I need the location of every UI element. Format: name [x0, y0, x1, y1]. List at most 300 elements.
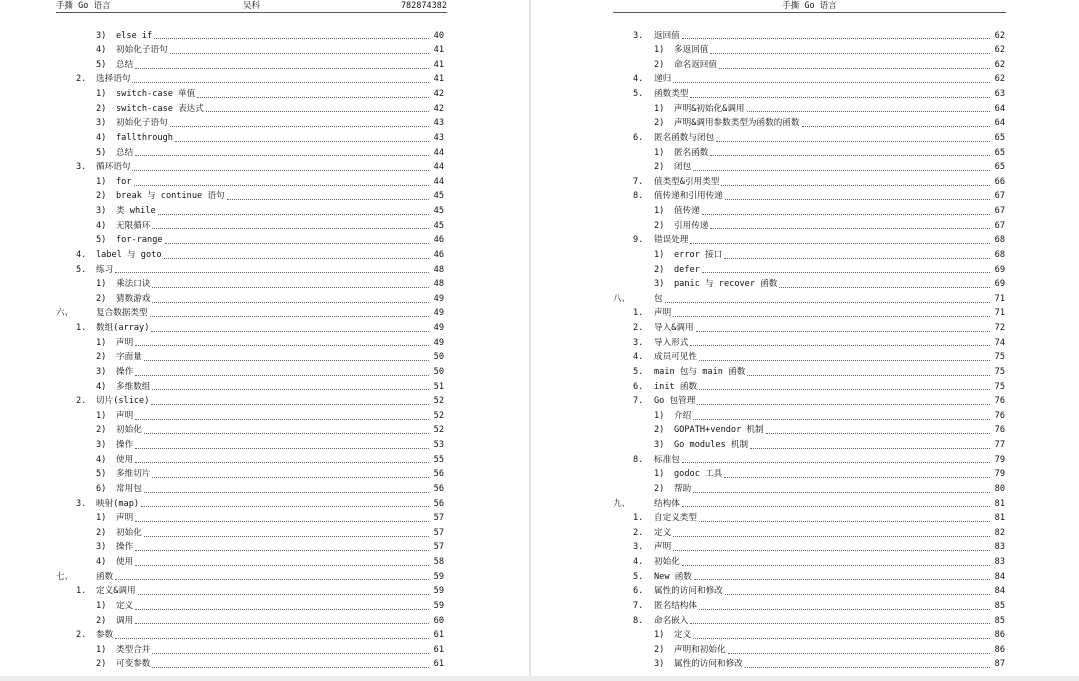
toc-entry[interactable] [0, 175, 444, 190]
toc-entry-number: 4. [633, 74, 644, 85]
toc-entry-title: for-range [116, 235, 163, 246]
toc-entry-page-number: 49 [433, 337, 444, 348]
toc-entry[interactable] [0, 540, 444, 555]
toc-entry-title: 选择语句 [96, 74, 131, 85]
toc-entry[interactable] [0, 350, 444, 365]
toc-entry[interactable] [0, 570, 444, 585]
toc-entry-title: 定义 [116, 600, 134, 611]
dot-leader [152, 477, 429, 478]
toc-entry[interactable] [531, 277, 1005, 292]
toc-entry-number: 3) [96, 542, 107, 553]
left-page [0, 0, 529, 681]
toc-entry-line [96, 263, 444, 278]
toc-entry-line [116, 467, 444, 482]
dot-leader [132, 82, 429, 83]
toc-entry-title: 复合数据类型 [96, 308, 148, 319]
dot-leader [144, 492, 429, 493]
toc-entry-number: 5. [633, 366, 644, 377]
toc-entry-number: 3) [654, 659, 665, 670]
toc-entry-page-number: 62 [994, 59, 1005, 70]
toc-entry-number: 2) [96, 615, 107, 626]
toc-entry[interactable] [0, 628, 444, 643]
toc-entry[interactable] [0, 58, 444, 73]
toc-entry-title: GOPATH+vendor 机制 [674, 425, 764, 436]
toc-entry-title: 声明&调用参数类型为函数的函数 [674, 118, 800, 129]
toc-entry-title: 声明&初始化&调用 [674, 103, 745, 114]
toc-entry[interactable] [0, 102, 444, 117]
toc-entry[interactable] [0, 423, 444, 438]
dot-leader [725, 199, 990, 200]
toc-entry[interactable] [0, 599, 444, 614]
toc-entry-title: 属性的访问和修改 [654, 586, 723, 597]
toc-entry-line [654, 526, 1005, 541]
toc-entry-number: 4) [96, 220, 107, 231]
toc-entry-page-number: 76 [994, 425, 1005, 436]
toc-entry-number: 1. [633, 513, 644, 524]
header-book-title: 手撕 Go 语言 [782, 1, 837, 11]
toc-entry-number: 1) [654, 249, 665, 260]
toc-entry-title: fallthrough [116, 132, 173, 143]
toc-entry-page-number: 84 [994, 571, 1005, 582]
toc-entry[interactable] [0, 409, 444, 424]
toc-entry-number: 3. [633, 30, 644, 41]
toc-entry-line [116, 350, 444, 365]
dot-leader [721, 185, 990, 186]
toc-entry[interactable] [0, 380, 444, 395]
toc-entry-line [674, 263, 1005, 278]
toc-entry-line [96, 570, 444, 585]
toc-entry-line [674, 628, 1005, 643]
toc-entry-line [674, 160, 1005, 175]
toc-entry-title: 帮助 [674, 483, 692, 494]
toc-entry-page-number: 52 [433, 425, 444, 436]
toc-entry-title: 数组(array) [96, 323, 150, 333]
toc-entry-line [116, 438, 444, 453]
toc-entry-line [654, 233, 1005, 248]
toc-entry-line [654, 189, 1005, 204]
toc-entry-title: 总结 [116, 147, 134, 158]
toc-entry[interactable] [531, 102, 1005, 117]
toc-entry-number: 4) [96, 381, 107, 392]
toc-entry[interactable] [531, 292, 1005, 307]
dot-leader [144, 360, 429, 361]
toc-entry-number: 3. [76, 498, 87, 509]
toc-entry-page-number: 59 [433, 571, 444, 582]
toc-entry-page-number: 84 [994, 586, 1005, 597]
toc-entry-number: 4) [96, 557, 107, 567]
toc-entry-line [654, 87, 1005, 102]
toc-entry-page-number: 68 [994, 235, 1005, 246]
toc-entry[interactable] [0, 131, 444, 146]
toc-entry-line [674, 657, 1005, 672]
dot-leader [719, 68, 990, 69]
dot-leader [135, 419, 429, 420]
toc-entry[interactable] [0, 160, 444, 175]
dot-leader [135, 68, 429, 69]
toc-entry[interactable] [531, 233, 1005, 248]
toc-entry-page-number: 57 [433, 513, 444, 524]
toc-entry[interactable] [0, 72, 444, 87]
toc-entry[interactable] [531, 657, 1005, 672]
dot-leader [665, 302, 990, 303]
toc-entry-page-number: 42 [433, 89, 444, 99]
toc-entry[interactable] [0, 336, 444, 351]
toc-entry[interactable] [531, 43, 1005, 58]
toc-entry-title: 猜数游戏 [116, 293, 151, 304]
toc-entry-title: 函数 [96, 571, 114, 582]
dot-leader [693, 492, 990, 493]
toc-entry-line [654, 292, 1005, 307]
toc-entry-title: 递归 [654, 74, 672, 85]
toc-entry-line [674, 43, 1005, 58]
toc-entry-page-number: 43 [433, 118, 444, 129]
toc-entry-page-number: 42 [433, 103, 444, 114]
toc-entry[interactable] [531, 365, 1005, 380]
header-contact-number: 782874382 [400, 1, 447, 11]
toc-entry-line [654, 614, 1005, 629]
toc-entry-line [116, 511, 444, 526]
toc-entry-title: 导入形式 [654, 337, 689, 348]
toc-entry[interactable] [531, 467, 1005, 482]
toc-entry-number: 1) [654, 103, 665, 114]
toc-entry-page-number: 46 [433, 235, 444, 246]
dot-leader [702, 272, 990, 273]
toc-entry-page-number: 85 [994, 615, 1005, 626]
toc-entry[interactable] [0, 321, 444, 336]
dot-leader [152, 667, 429, 668]
toc-entry[interactable] [0, 365, 444, 380]
toc-entry[interactable] [531, 526, 1005, 541]
toc-entry-title: 值传递 [674, 206, 700, 216]
dot-leader [747, 375, 990, 376]
toc-entry-line [654, 584, 1005, 599]
toc-entry-page-number: 61 [433, 630, 444, 641]
page-header [56, 0, 447, 13]
dot-leader [725, 594, 990, 595]
toc-entry-title: godoc 工具 [674, 469, 723, 480]
dot-leader [152, 302, 429, 303]
dot-leader [135, 345, 429, 346]
header-book-title: 手撕 Go 语言 [56, 1, 111, 11]
toc-entry-line [116, 599, 444, 614]
toc-entry[interactable] [0, 233, 444, 248]
right-page [531, 0, 1079, 681]
toc-entry-page-number: 76 [994, 396, 1005, 407]
toc-entry-line [674, 204, 1005, 219]
toc-entry-number: 2) [96, 527, 107, 538]
dot-leader [690, 243, 990, 244]
toc-entry[interactable] [531, 599, 1005, 614]
toc-entry-line [654, 29, 1005, 44]
toc-entry-title: New 函数 [654, 571, 692, 582]
toc-entry-title: 初始化 [654, 557, 680, 567]
toc-entry-number: 2) [654, 220, 665, 231]
toc-entry-page-number: 67 [994, 220, 1005, 231]
toc-entry[interactable] [0, 189, 444, 204]
toc-entry[interactable] [0, 29, 444, 44]
dot-leader [134, 185, 429, 186]
toc-entry-page-number: 51 [433, 381, 444, 392]
dot-leader [144, 433, 429, 434]
dot-leader [150, 316, 429, 317]
toc-entry[interactable] [531, 146, 1005, 161]
toc-entry-number: 3) [96, 206, 107, 216]
toc-entry-title: 声明 [116, 337, 134, 348]
toc-entry-number: 2) [654, 483, 665, 494]
toc-entry-line [674, 277, 1005, 292]
toc-entry-number: 3) [96, 366, 107, 377]
toc-entry-line [96, 248, 444, 263]
toc-entry[interactable] [0, 43, 444, 58]
toc-entry[interactable] [531, 643, 1005, 658]
toc-entry-title: 可变参数 [116, 659, 151, 670]
toc-entry-number: 九、 [613, 498, 631, 509]
toc-entry-line [116, 380, 444, 395]
toc-entry[interactable] [0, 204, 444, 219]
toc-entry-number: 5) [96, 147, 107, 158]
toc-entry-title: 字面量 [116, 352, 142, 363]
toc-entry[interactable] [0, 482, 444, 497]
toc-entry[interactable] [0, 394, 444, 409]
toc-entry[interactable] [0, 511, 444, 526]
toc-entry[interactable] [0, 263, 444, 278]
toc-entry-title: 初始化 [116, 527, 142, 538]
toc-entry-title: 自定义类型 [654, 513, 697, 524]
toc-entry-line [116, 219, 444, 234]
toc-entry-page-number: 48 [433, 264, 444, 275]
toc-entry-title: init 函数 [654, 381, 698, 392]
toc-entry-number: 2) [654, 118, 665, 129]
toc-entry[interactable] [531, 263, 1005, 278]
toc-entry[interactable] [531, 540, 1005, 555]
toc-entry-number: 2) [96, 659, 107, 670]
toc-entry[interactable] [0, 277, 444, 292]
toc-entry-number: 7. [633, 396, 644, 407]
toc-entry[interactable] [531, 131, 1005, 146]
toc-entry[interactable] [0, 292, 444, 307]
dot-leader [694, 579, 990, 580]
toc-entry[interactable] [531, 423, 1005, 438]
toc-entry-number: 5) [96, 235, 107, 246]
dot-leader [699, 521, 990, 522]
toc-entry-number: 4) [96, 45, 107, 56]
toc-entry[interactable] [531, 438, 1005, 453]
toc-entry[interactable] [531, 175, 1005, 190]
dot-leader [132, 170, 429, 171]
dot-leader [135, 155, 429, 156]
toc-entry-line [116, 146, 444, 161]
toc-entry-line [116, 526, 444, 541]
toc-entry[interactable] [0, 438, 444, 453]
toc-entry[interactable] [531, 409, 1005, 424]
toc-entry[interactable] [531, 570, 1005, 585]
toc-entry-number: 6. [633, 381, 644, 392]
toc-entry-page-number: 46 [433, 249, 444, 260]
toc-entry[interactable] [531, 116, 1005, 131]
toc-entry-title: 练习 [96, 264, 114, 275]
toc-entry-title: 引用传递 [674, 220, 709, 231]
toc-entry-line [654, 321, 1005, 336]
toc-entry[interactable] [531, 160, 1005, 175]
toc-entry-page-number: 79 [994, 469, 1005, 480]
toc-entry[interactable] [531, 87, 1005, 102]
toc-entry-page-number: 87 [994, 659, 1005, 670]
toc-entry[interactable] [0, 146, 444, 161]
toc-entry-page-number: 68 [994, 249, 1005, 260]
toc-entry-title: 调用 [116, 615, 134, 626]
toc-entry-title: 属性的访问和修改 [674, 659, 743, 670]
toc-entry-line [674, 423, 1005, 438]
toc-entry-title: 初始化 [116, 425, 142, 436]
dot-leader [115, 579, 429, 580]
toc-entry-page-number: 50 [433, 352, 444, 363]
toc-entry-number: 2. [76, 396, 87, 407]
toc-entry-number: 3. [633, 542, 644, 553]
toc-entry[interactable] [0, 87, 444, 102]
toc-entry-title: break 与 continue 语句 [116, 191, 225, 202]
toc-entry[interactable] [531, 350, 1005, 365]
toc-entry[interactable] [531, 394, 1005, 409]
toc-entry-line [674, 467, 1005, 482]
toc-entry[interactable] [531, 189, 1005, 204]
toc-entry[interactable] [531, 511, 1005, 526]
toc-entry[interactable] [0, 555, 444, 570]
toc-entry-number: 3. [633, 337, 644, 348]
toc-entry-title: 声明 [116, 513, 134, 524]
toc-entry-number: 2) [96, 103, 107, 114]
toc-entry[interactable] [0, 453, 444, 468]
dot-leader [802, 126, 991, 127]
toc-entry-title: 命名嵌入 [654, 615, 689, 626]
toc-entry[interactable] [0, 467, 444, 482]
toc-entry-number: 5) [96, 469, 107, 480]
toc-entry-number: 2) [96, 352, 107, 363]
toc-entry-page-number: 41 [433, 45, 444, 56]
toc-entry-page-number: 62 [994, 74, 1005, 85]
toc-entry-line [654, 511, 1005, 526]
toc-entry[interactable] [531, 58, 1005, 73]
toc-entry-page-number: 83 [994, 542, 1005, 553]
toc-entry-page-number: 48 [433, 279, 444, 290]
toc-entry[interactable] [531, 219, 1005, 234]
dot-leader [135, 609, 429, 610]
dot-leader [175, 141, 429, 142]
toc-entry-title: 总结 [116, 59, 134, 70]
toc-entry-number: 1) [654, 206, 665, 216]
toc-entry-page-number: 57 [433, 542, 444, 553]
toc-entry[interactable] [0, 657, 444, 672]
dot-leader [702, 214, 990, 215]
dot-leader [227, 199, 429, 200]
dot-leader [682, 38, 990, 39]
toc-entry[interactable] [0, 116, 444, 131]
toc-entry-number: 1) [96, 644, 107, 655]
toc-entry[interactable] [531, 321, 1005, 336]
toc-entry-line [654, 306, 1005, 321]
toc-entry[interactable] [0, 248, 444, 263]
toc-entry[interactable] [0, 306, 444, 321]
toc-entry[interactable] [0, 219, 444, 234]
toc-entry-line [674, 482, 1005, 497]
toc-entry-line [654, 599, 1005, 614]
toc-entry[interactable] [531, 72, 1005, 87]
toc-entry-title: 命名返回值 [674, 59, 717, 70]
toc-entry[interactable] [531, 29, 1005, 44]
toc-entry[interactable] [0, 526, 444, 541]
dot-leader [693, 170, 990, 171]
toc-entry-page-number: 80 [994, 483, 1005, 494]
dot-leader [710, 53, 990, 54]
toc-entry-page-number: 85 [994, 600, 1005, 611]
dot-leader [152, 389, 429, 390]
toc-entry-number: 5) [96, 59, 107, 70]
toc-entry-page-number: 56 [433, 498, 444, 509]
toc-entry-page-number: 75 [994, 366, 1005, 377]
toc-entry-page-number: 64 [994, 103, 1005, 114]
toc-entry[interactable] [531, 482, 1005, 497]
toc-entry[interactable] [531, 614, 1005, 629]
toc-entry[interactable] [531, 584, 1005, 599]
toc-entry-page-number: 53 [433, 440, 444, 450]
toc-entry[interactable] [531, 497, 1005, 512]
toc-entry-number: 8. [633, 191, 644, 202]
dot-leader [154, 38, 429, 39]
dot-leader [158, 214, 429, 215]
bottom-edge [0, 676, 1079, 681]
toc-entry-number: 六、 [56, 308, 74, 319]
toc-entry-page-number: 56 [433, 469, 444, 480]
toc-entry[interactable] [531, 204, 1005, 219]
dot-leader [750, 448, 990, 449]
toc-entry-number: 3. [76, 162, 87, 173]
toc-entry[interactable] [531, 555, 1005, 570]
toc-entry[interactable] [0, 584, 444, 599]
toc-entry-page-number: 82 [994, 527, 1005, 538]
table-of-contents [0, 29, 444, 673]
toc-entry[interactable] [531, 380, 1005, 395]
toc-entry[interactable] [531, 306, 1005, 321]
toc-entry-line [116, 614, 444, 629]
dot-leader [673, 550, 990, 551]
toc-entry[interactable] [0, 643, 444, 658]
dot-leader [716, 141, 990, 142]
toc-entry-line [674, 438, 1005, 453]
toc-entry-page-number: 65 [994, 147, 1005, 158]
toc-entry-line [654, 497, 1005, 512]
toc-entry-line [96, 72, 444, 87]
dot-leader [170, 53, 429, 54]
toc-entry[interactable] [0, 497, 444, 512]
dot-leader [151, 331, 429, 332]
toc-entry-title: 定义&调用 [96, 586, 136, 597]
toc-entry-line [96, 160, 444, 175]
toc-entry-line [654, 394, 1005, 409]
toc-entry-title: 参数 [96, 630, 114, 641]
toc-entry[interactable] [531, 336, 1005, 351]
toc-entry-line [116, 657, 444, 672]
toc-entry[interactable] [531, 248, 1005, 263]
toc-entry-page-number: 41 [433, 74, 444, 85]
toc-entry-title: Go modules 机制 [674, 440, 749, 450]
toc-entry-title: switch-case 单值 [116, 89, 196, 99]
toc-entry-page-number: 86 [994, 644, 1005, 655]
toc-entry-number: 5. [633, 571, 644, 582]
toc-entry[interactable] [531, 453, 1005, 468]
toc-entry-title: 操作 [116, 542, 134, 553]
toc-entry-title: 介绍 [674, 410, 692, 421]
toc-entry[interactable] [531, 628, 1005, 643]
toc-entry[interactable] [0, 614, 444, 629]
